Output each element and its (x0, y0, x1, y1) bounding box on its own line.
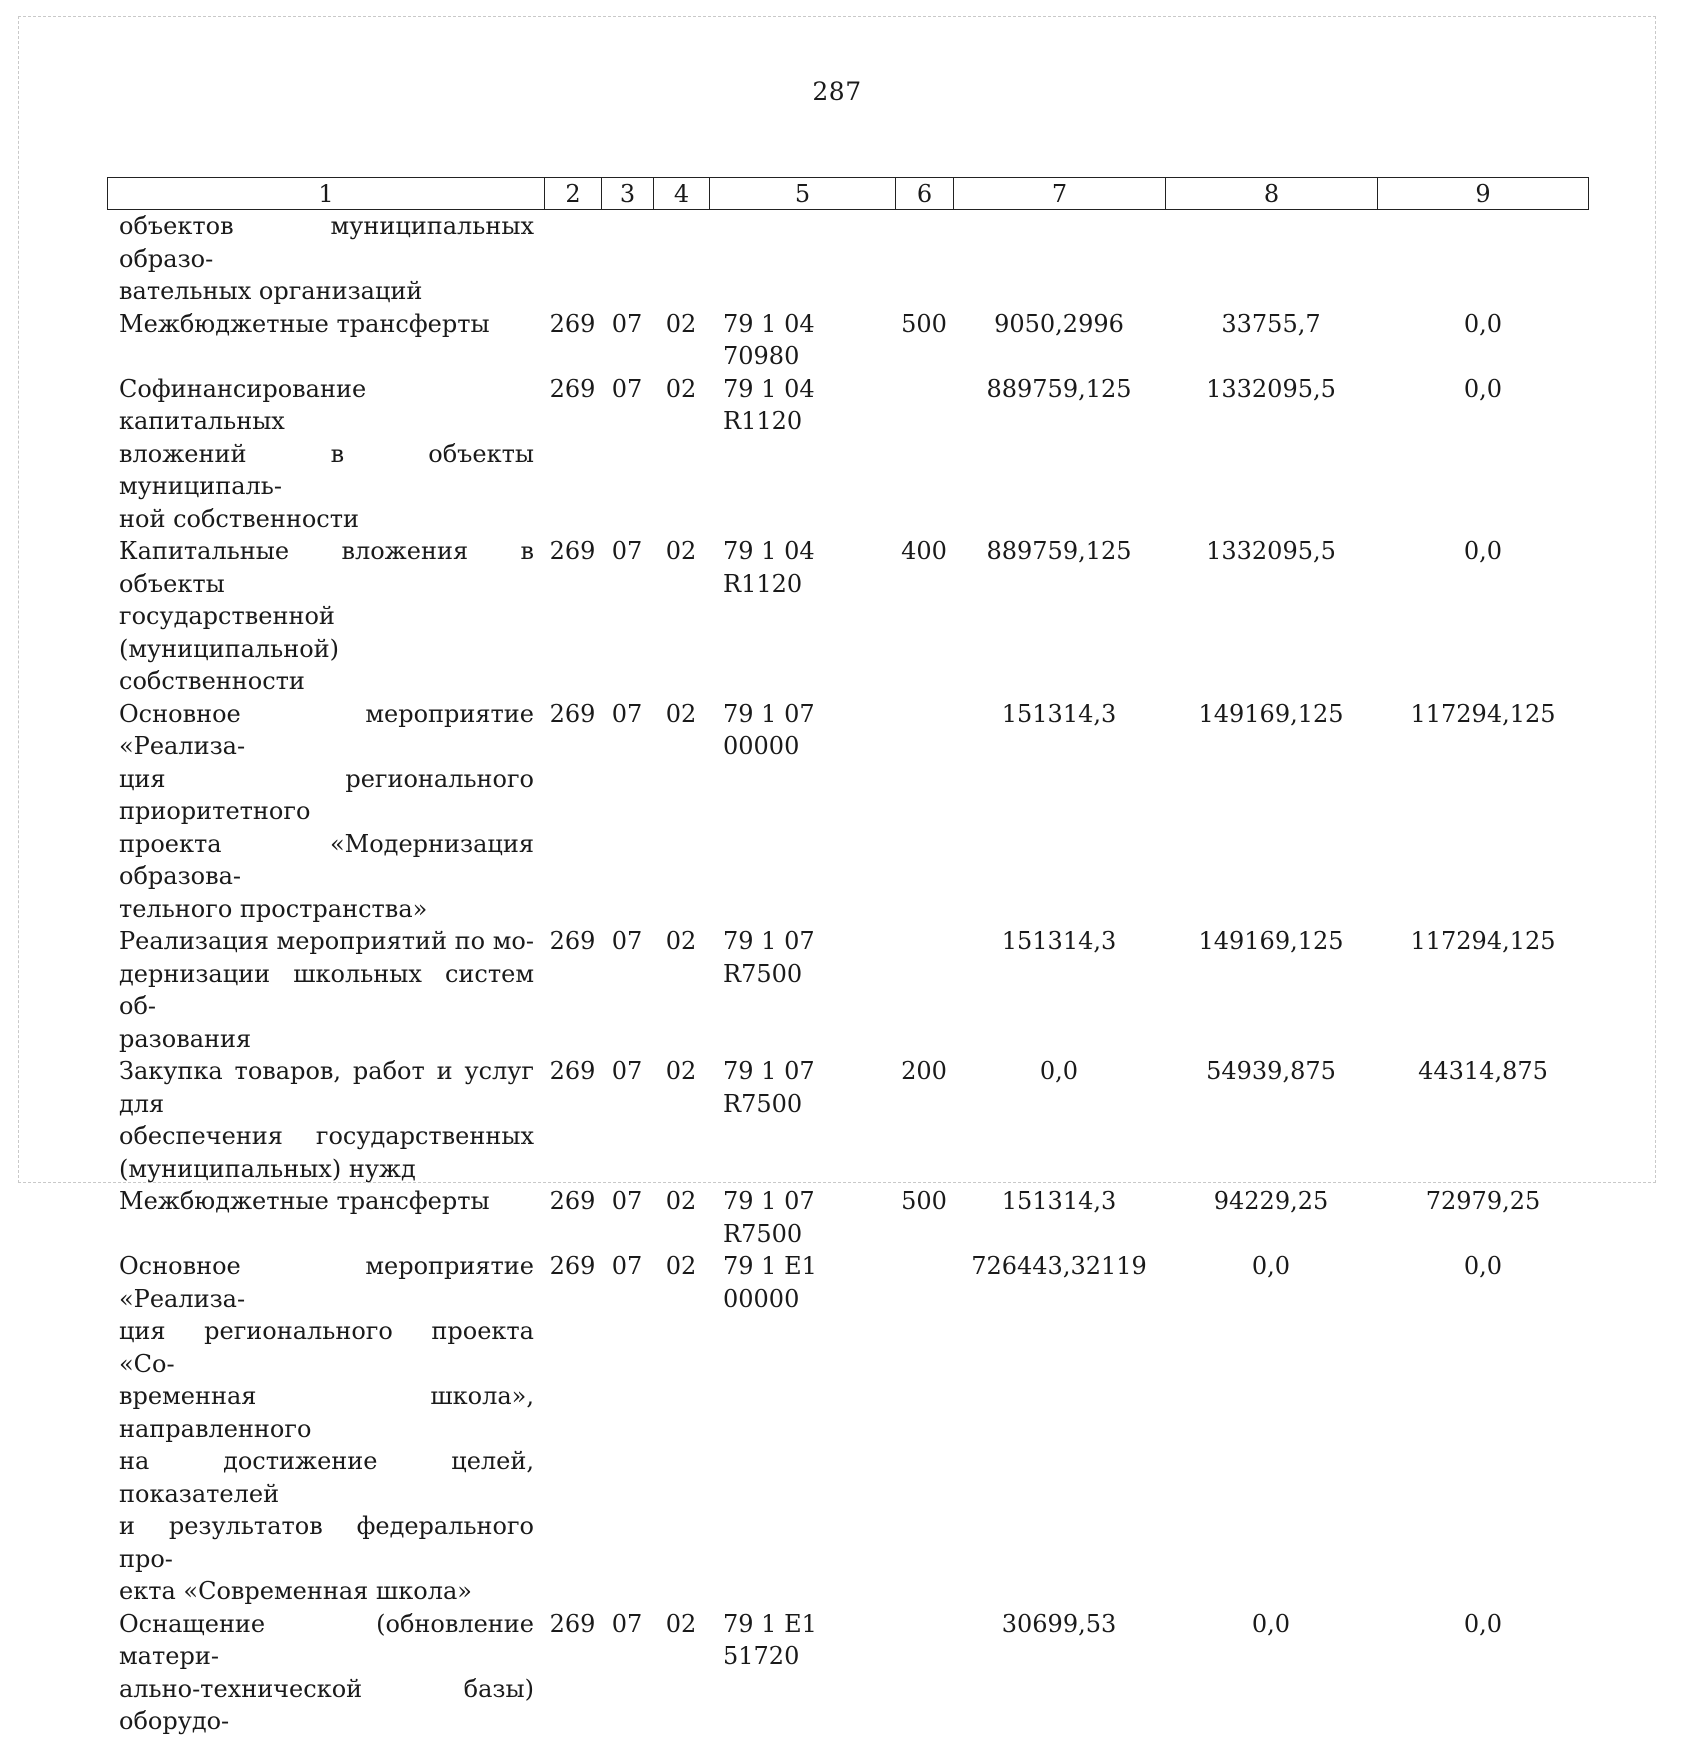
row-cell-7: 726443,32119 (971, 1252, 1147, 1280)
row-name-line: и результатов федерального про- (119, 1512, 534, 1573)
row-name-line: Межбюджетные трансферты (119, 309, 490, 338)
row-cell-4: 02 (665, 374, 697, 403)
row-name-cell (107, 373, 544, 536)
row-name-line: (муниципальных) нужд (119, 1154, 416, 1183)
table-row (107, 1185, 1589, 1250)
row-cell-3: 07 (611, 1187, 643, 1215)
row-cell-3: 07 (611, 927, 643, 955)
row-cell-7: 151314,3 (1001, 927, 1117, 955)
budget-table (107, 177, 1589, 1738)
row-cell-4: 02 (665, 1252, 697, 1280)
row-name-line: Межбюджетные трансферты (119, 1187, 490, 1215)
table-row (107, 210, 1589, 308)
row-cell-9: 0,0 (1463, 537, 1503, 565)
table-body (107, 210, 1589, 1738)
row-cell-6: 500 (901, 309, 947, 338)
row-name-line: тельного пространства» (119, 894, 428, 923)
row-cell-3: 07 (611, 537, 643, 565)
row-name-cell (107, 210, 544, 308)
row-cell-8: 149169,125 (1198, 927, 1344, 955)
row-cell-2: 269 (549, 309, 596, 338)
row-cell-5: 79 1 07 R7500 (723, 1187, 815, 1248)
row-cell-9: 44314,875 (1418, 1057, 1548, 1085)
row-cell-8: 0,0 (1251, 1252, 1291, 1280)
table-row (107, 1055, 1589, 1185)
row-name-cell (107, 1055, 544, 1185)
document-page (18, 16, 1656, 1735)
row-cell-7: 30699,53 (1001, 1609, 1117, 1638)
row-cell-4: 02 (665, 309, 697, 338)
header-cell-8: 8 (1166, 178, 1378, 209)
row-name-line: Оснащение (обновление матери- (119, 1609, 534, 1670)
row-cell-4: 02 (665, 927, 697, 955)
row-name-line: Основное мероприятие «Реализа- (119, 1252, 534, 1313)
row-cell-8: 1332095,5 (1206, 374, 1336, 403)
header-cell-5: 5 (710, 178, 896, 209)
row-name-cell (107, 925, 544, 1055)
header-cell-6: 6 (896, 178, 954, 209)
row-cell-8: 0,0 (1251, 1609, 1291, 1638)
row-name-line: государственной (муниципальной) (119, 602, 339, 663)
row-cell-5: 79 1 04 R1120 (723, 374, 815, 435)
header-cell-3: 3 (602, 178, 654, 209)
row-name-line: дернизации школьных систем об- (119, 959, 534, 1020)
row-cell-8: 33755,7 (1221, 309, 1321, 338)
row-name-cell (107, 1250, 544, 1608)
row-cell-5: 79 1 04 70980 (723, 309, 815, 370)
row-cell-4: 02 (665, 1187, 697, 1215)
page-number: 287 (812, 77, 862, 106)
row-cell-3: 07 (611, 699, 643, 728)
row-cell-3: 07 (611, 1609, 643, 1638)
row-name-line: Закупка товаров, работ и услуг для (119, 1057, 534, 1118)
row-cell-9: 117294,125 (1410, 699, 1556, 728)
row-name-line: вательных организаций (119, 277, 423, 305)
row-cell-8: 1332095,5 (1206, 537, 1336, 565)
row-cell-6: 500 (901, 1187, 947, 1215)
row-name-line: на достижение целей, показателей (119, 1447, 534, 1508)
row-cell-5: 79 1 E1 00000 (723, 1252, 817, 1313)
row-name-line: проекта «Модернизация образова- (119, 829, 534, 890)
row-cell-2: 269 (549, 927, 596, 955)
table-row (107, 698, 1589, 926)
header-cell-4: 4 (654, 178, 710, 209)
row-cell-2: 269 (549, 1252, 596, 1280)
row-cell-8: 94229,25 (1213, 1187, 1329, 1215)
row-cell-9: 0,0 (1463, 1252, 1503, 1280)
row-cell-9: 0,0 (1463, 1609, 1503, 1638)
row-name-line: Реализация мероприятий по мо- (119, 927, 534, 955)
row-name-cell (107, 535, 544, 698)
row-cell-5: 79 1 04 R1120 (723, 537, 815, 598)
row-cell-7: 151314,3 (1001, 699, 1117, 728)
row-name-line: Капитальные вложения в объекты (119, 537, 534, 598)
row-name-line: ально-технической базы) оборудо- (119, 1674, 534, 1735)
row-cell-7: 0,0 (1039, 1057, 1079, 1085)
table-row (107, 1250, 1589, 1608)
row-cell-4: 02 (665, 537, 697, 565)
row-name-line: ция регионального приоритетного (119, 764, 534, 825)
row-cell-7: 889759,125 (986, 374, 1132, 403)
row-name-line: ной собственности (119, 504, 359, 533)
header-cell-2: 2 (545, 178, 602, 209)
row-name-cell (107, 1185, 544, 1218)
row-cell-7: 889759,125 (986, 537, 1132, 565)
table-header-row (107, 177, 1589, 210)
table-row (107, 373, 1589, 536)
row-cell-9: 0,0 (1463, 374, 1503, 403)
row-cell-8: 149169,125 (1198, 699, 1344, 728)
row-cell-7: 151314,3 (1001, 1187, 1117, 1215)
row-name-line: обеспечения государственных (119, 1122, 534, 1150)
header-cell-1: 1 (108, 178, 545, 209)
row-name-cell (107, 698, 544, 926)
header-cell-9: 9 (1475, 179, 1491, 208)
row-cell-2: 269 (549, 1609, 596, 1638)
row-name-line: собственности (119, 667, 305, 695)
row-name-line: екта «Современная школа» (119, 1577, 472, 1605)
row-cell-4: 02 (665, 1609, 697, 1638)
row-cell-5: 79 1 07 R7500 (723, 1057, 815, 1118)
row-name-line: временная школа», направленного (119, 1382, 534, 1443)
row-cell-2: 269 (549, 537, 596, 565)
row-cell-4: 02 (665, 699, 697, 728)
row-cell-5: 79 1 E1 51720 (723, 1609, 817, 1670)
header-cell-7: 7 (954, 178, 1166, 209)
table-row (107, 925, 1589, 1055)
row-cell-4: 02 (665, 1057, 697, 1085)
row-cell-8: 54939,875 (1206, 1057, 1336, 1085)
row-cell-6: 400 (901, 537, 947, 565)
row-name-line: объектов муниципальных образо- (119, 212, 534, 273)
row-cell-7: 9050,2996 (994, 309, 1124, 338)
row-cell-5: 79 1 07 R7500 (723, 927, 815, 988)
row-name-line: Софинансирование капитальных (119, 374, 367, 435)
row-cell-2: 269 (549, 1057, 596, 1085)
row-cell-3: 07 (611, 1252, 643, 1280)
row-cell-2: 269 (549, 699, 596, 728)
row-cell-3: 07 (611, 1057, 643, 1085)
table-row (107, 308, 1589, 373)
row-cell-2: 269 (549, 1187, 596, 1215)
row-cell-3: 07 (611, 309, 643, 338)
row-name-cell (107, 308, 544, 341)
row-name-cell (107, 1608, 544, 1738)
table-row (107, 1608, 1589, 1738)
row-name-line: ция регионального проекта «Со- (119, 1317, 534, 1378)
row-cell-2: 269 (549, 374, 596, 403)
row-cell-9: 72979,25 (1425, 1187, 1541, 1215)
row-cell-9: 0,0 (1463, 309, 1503, 338)
row-cell-3: 07 (611, 374, 643, 403)
row-cell-5: 79 1 07 00000 (723, 699, 815, 760)
row-name-line: вложений в объекты муниципаль- (119, 439, 534, 500)
row-name-line: разования (119, 1024, 252, 1053)
table-row (107, 535, 1589, 698)
row-cell-6: 200 (901, 1057, 947, 1085)
row-name-line: Основное мероприятие «Реализа- (119, 699, 534, 760)
row-cell-9: 117294,125 (1410, 927, 1556, 955)
